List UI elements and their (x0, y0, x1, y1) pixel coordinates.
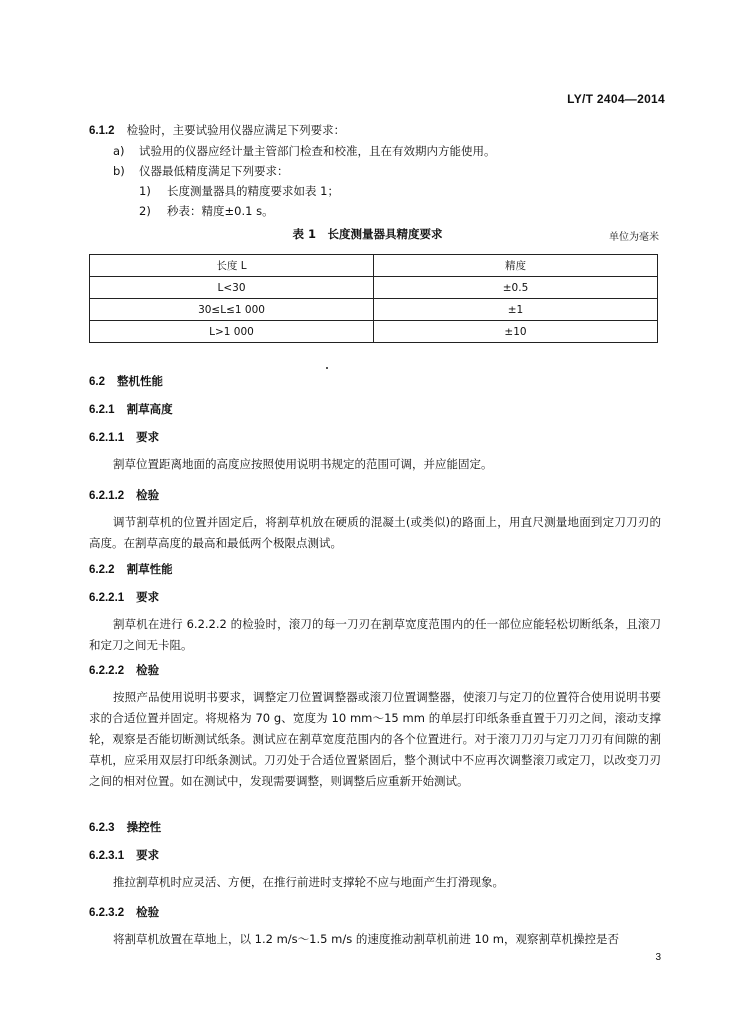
list-item-b (113, 162, 683, 180)
heading-title: 要求 (136, 430, 160, 444)
heading-6-2-1-1 (89, 428, 659, 447)
clause-number: 6.1.2 (89, 125, 115, 137)
table-cell: L>1 000 (90, 321, 374, 343)
paragraph-6-2-3-1: 推拉割草机时应灵活、方便，在推行前进时支撑轮不应与地面产生打滑现象。 (113, 875, 504, 889)
clause-6-1-2 (89, 121, 659, 140)
heading-6-2-3 (89, 818, 659, 837)
heading-6-2-2 (89, 560, 659, 579)
paragraph-6-2-2-1: 割草机在进行 6.2.2.2 的检验时，滚刀的每一刀刃在割草宽度范围内的任一部位应能轻松切断纸条，且滚刀和定刀之间无卡阻。 (89, 617, 661, 652)
heading-number: 6.2 (89, 376, 105, 388)
heading-number: 6.2.1.1 (89, 432, 125, 444)
heading-title: 检验 (136, 663, 160, 677)
table-row (90, 299, 658, 321)
clause-text: 检验时，主要试验用仪器应满足下列要求： (126, 123, 346, 137)
heading-number: 6.2.2.2 (89, 665, 125, 677)
heading-6-2-1 (89, 400, 659, 419)
list-item-a (113, 142, 683, 160)
table-header-length: 长度 L (90, 255, 374, 277)
table-row (90, 321, 658, 343)
list-text: 仪器最低精度满足下列要求： (139, 164, 289, 178)
list-marker: a) (113, 144, 125, 158)
list-marker: 2) (139, 204, 151, 218)
list-marker: 1) (139, 184, 151, 198)
table-unit: 单位为毫米 (609, 232, 659, 243)
heading-number: 6.2.1.2 (89, 490, 125, 502)
heading-number: 6.2.2.1 (89, 592, 125, 604)
heading-number: 6.2.3 (89, 822, 115, 834)
list-text: 长度测量器具的精度要求如表 1； (167, 184, 339, 198)
heading-title: 要求 (136, 590, 160, 604)
heading-6-2-2-1 (89, 588, 659, 607)
scan-speck (326, 367, 328, 369)
heading-title: 割草性能 (126, 562, 173, 576)
table-cell: L<30 (90, 277, 374, 299)
table-cell: ±0.5 (374, 277, 658, 299)
heading-number: 6.2.2 (89, 564, 115, 576)
heading-6-2-3-1 (89, 846, 659, 865)
heading-title: 整机性能 (117, 374, 163, 388)
list-text: 试验用的仪器应经计量主管部门检查和校准，且在有效期内方能使用。 (139, 144, 496, 158)
paragraph-6-2-1-1: 割草位置距离地面的高度应按照使用说明书规定的范围可调，并应能固定。 (113, 457, 493, 471)
table-cell: 30≤L≤1 000 (90, 299, 374, 321)
paragraph-6-2-1-2: 调节割草机的位置并固定后，将割草机放在硬质的混凝土(或类似)的路面上，用直尺测量地面到定刀刀刃的高度。在割草高度的最高和最低两个极限点测试。 (89, 515, 661, 550)
standard-code: LY/T 2404—2014 (567, 92, 665, 106)
paragraph-6-2-3-2: 将割草机放置在草地上，以 1.2 m/s～1.5 m/s 的速度推动割草机前进 10 m，观察割草机操控是否 (113, 932, 619, 946)
list-text: 秒表：精度±0.1 s。 (167, 204, 274, 218)
table-header-precision: 精度 (374, 255, 658, 277)
heading-number: 6.2.3.1 (89, 850, 125, 862)
heading-number: 6.2.1 (89, 404, 115, 416)
heading-6-2-3-2 (89, 903, 659, 922)
table-title: 表 1 长度测量器具精度要求 (292, 227, 443, 241)
heading-6-2-2-2 (89, 661, 659, 680)
table-header-row (90, 255, 658, 277)
precision-table (89, 254, 658, 343)
sub-item-2 (139, 202, 709, 220)
heading-title: 检验 (136, 905, 160, 919)
table-cell: ±10 (374, 321, 658, 343)
paragraph-6-2-2-2: 按照产品使用说明书要求，调整定刀位置调整器或滚刀位置调整器，使滚刀与定刀的位置符合使用说明书要求的合适位置并固定。将规格为 70 g、宽度为 10 mm～15 mm 的单层打印纸条垂直置于刀刃之间，滚动支撑轮，观察是否能切断测试纸条。测试应在割草宽度范围内的各个位置进行。对于滚刀刀刃与定刀刀刃有间隙的割草机，应采用双层打印纸条测试。刀刃处于合适位置紧固后，整个测试中不应再次调整滚刀或定刀，以改变刀刃之间的相对位置。如在测试中，发现需要调整，则调整后应重新开始测试。 (89, 690, 661, 788)
heading-title: 操控性 (126, 820, 162, 834)
sub-item-1 (139, 182, 709, 200)
list-marker: b) (113, 164, 125, 178)
table-row (90, 277, 658, 299)
heading-6-2 (89, 372, 659, 391)
table-cell: ±1 (374, 299, 658, 321)
heading-title: 检验 (136, 488, 160, 502)
heading-number: 6.2.3.2 (89, 907, 125, 919)
heading-title: 割草高度 (126, 402, 173, 416)
page-number: 3 (655, 952, 661, 963)
heading-title: 要求 (136, 848, 160, 862)
heading-6-2-1-2 (89, 486, 659, 505)
